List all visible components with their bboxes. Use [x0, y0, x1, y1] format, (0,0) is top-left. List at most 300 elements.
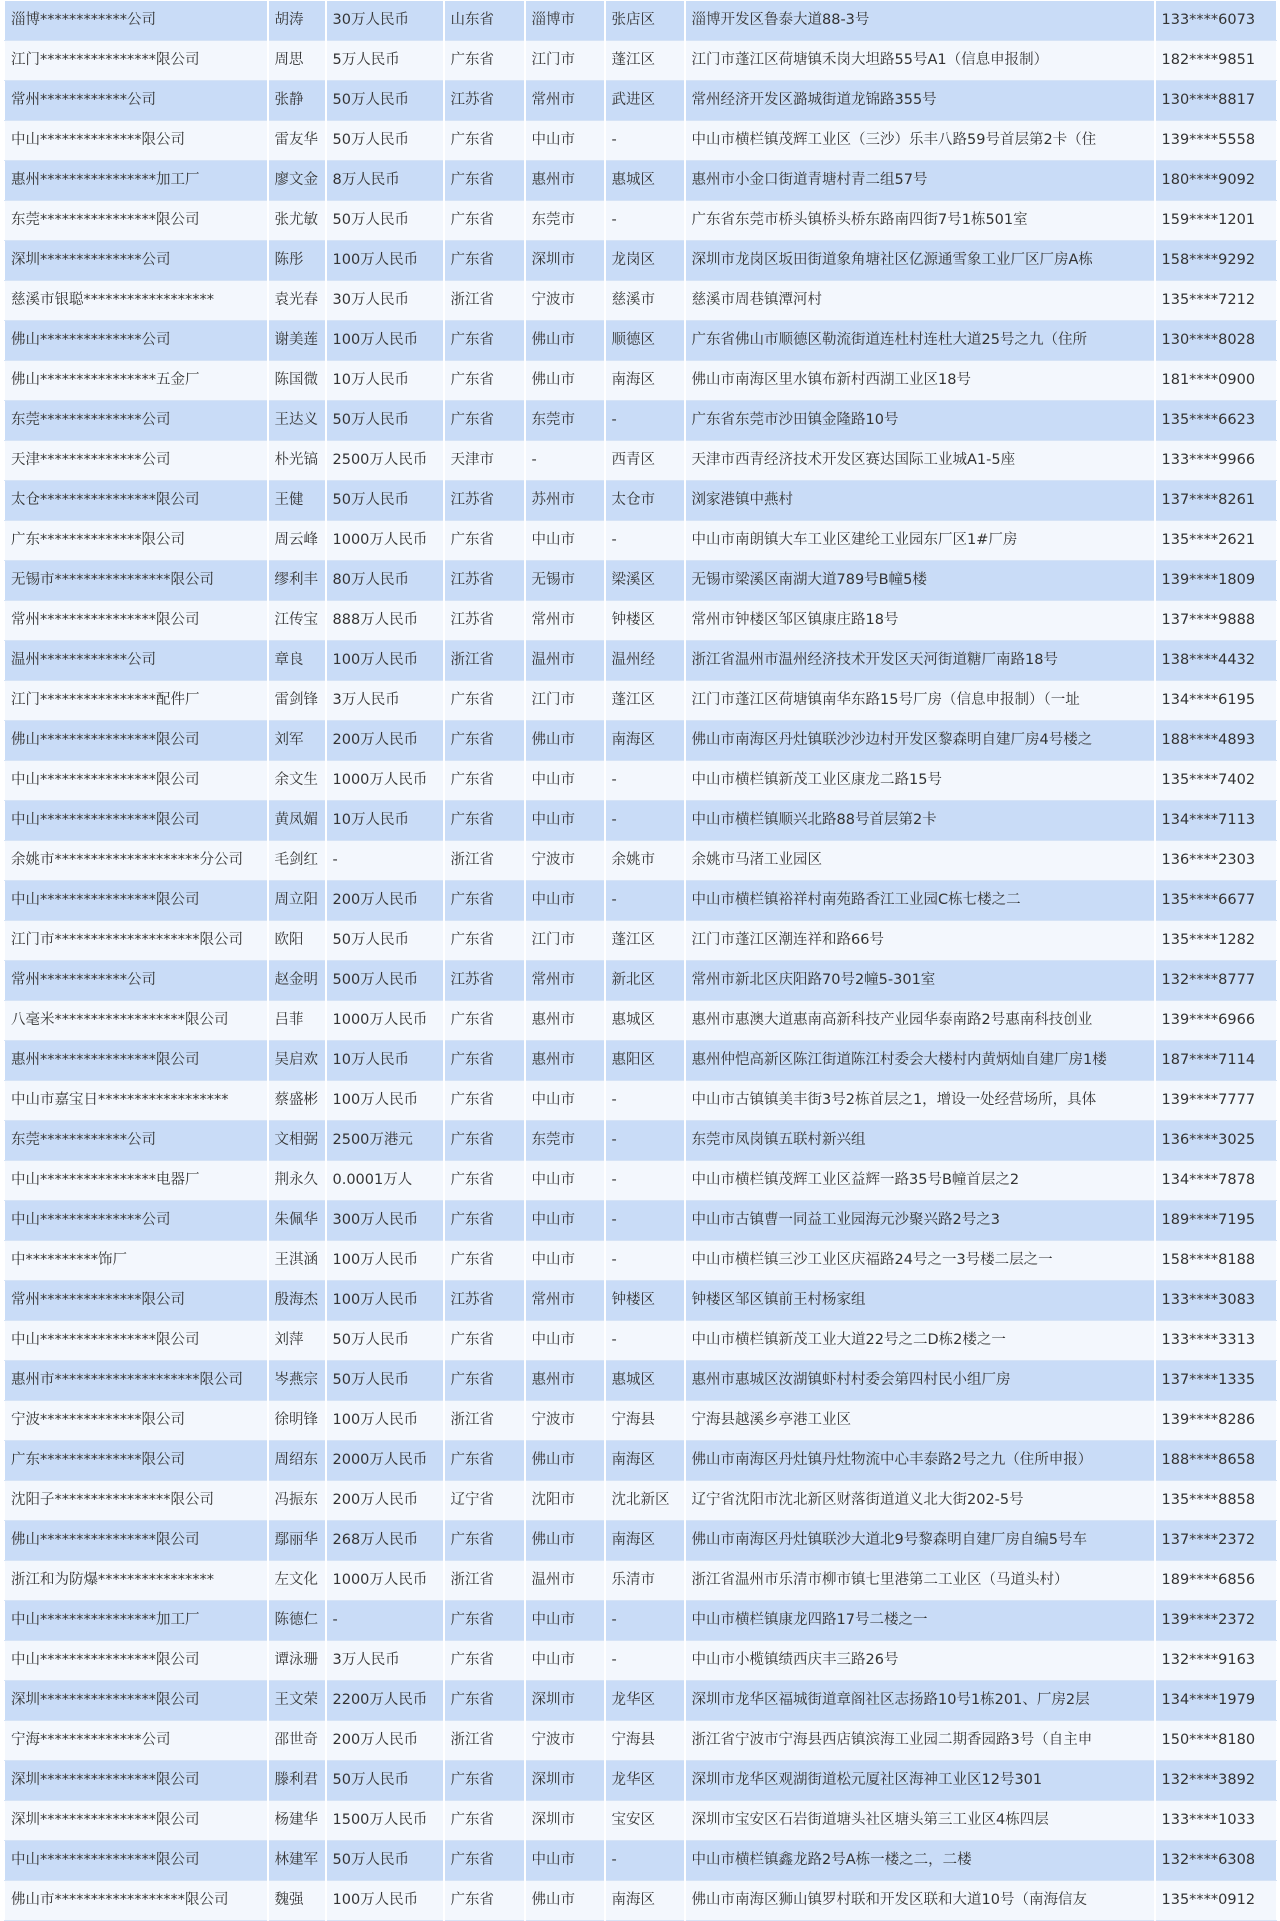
province-cell: 广东省	[444, 801, 525, 841]
company-name-cell: 中山****************加工厂	[5, 1601, 268, 1641]
city-cell: 中山市	[525, 1841, 605, 1881]
province-cell: 广东省	[444, 1121, 525, 1161]
contact-name-cell: 欧阳	[268, 921, 326, 961]
province-cell: 广东省	[444, 41, 525, 81]
table-row	[5, 441, 1277, 481]
province-cell: 江苏省	[444, 1281, 525, 1321]
city-cell: 中山市	[525, 1321, 605, 1361]
company-name-cell: 江门****************限公司	[5, 41, 268, 81]
address-cell: 常州市钟楼区邹区镇康庄路18号	[685, 601, 1155, 641]
city-cell: 江门市	[525, 921, 605, 961]
province-cell: 浙江省	[444, 1401, 525, 1441]
province-cell: 广东省	[444, 201, 525, 241]
address-cell: 浙江省温州市乐清市柳市镇七里港第二工业区（马道头村）	[685, 1561, 1155, 1601]
phone-cell: 139****8286	[1155, 1401, 1277, 1441]
registered-capital-cell: 1000万人民币	[326, 761, 444, 801]
district-cell: 慈溪市	[605, 281, 685, 321]
district-cell: 惠城区	[605, 161, 685, 201]
city-cell: 中山市	[525, 121, 605, 161]
table-row	[5, 201, 1277, 241]
contact-name-cell: 蔡盛彬	[268, 1081, 326, 1121]
province-cell: 江苏省	[444, 81, 525, 121]
province-cell: 广东省	[444, 1601, 525, 1641]
city-cell: 中山市	[525, 761, 605, 801]
company-name-cell: 中山****************限公司	[5, 761, 268, 801]
address-cell: 天津市西青经济技术开发区赛达国际工业城A1-5座	[685, 441, 1155, 481]
address-cell: 无锡市梁溪区南湖大道789号B幢5楼	[685, 561, 1155, 601]
address-cell: 深圳市龙岗区坂田街道象角塘社区亿源通雪象工业厂区厂房A栋	[685, 241, 1155, 281]
phone-cell: 135****8858	[1155, 1481, 1277, 1521]
city-cell: 中山市	[525, 1201, 605, 1241]
address-cell: 深圳市龙华区福城街道章阁社区志扬路10号1栋201、厂房2层	[685, 1681, 1155, 1721]
table-row	[5, 1721, 1277, 1761]
province-cell: 天津市	[444, 441, 525, 481]
district-cell: 龙华区	[605, 1681, 685, 1721]
city-cell: 惠州市	[525, 161, 605, 201]
city-cell: 佛山市	[525, 1881, 605, 1921]
district-cell: 蓬江区	[605, 921, 685, 961]
city-cell: 宁波市	[525, 841, 605, 881]
contact-name-cell: 邵世奇	[268, 1721, 326, 1761]
contact-name-cell: 林建军	[268, 1841, 326, 1881]
table-row	[5, 361, 1277, 401]
registered-capital-cell: 50万人民币	[326, 1361, 444, 1401]
city-cell: 常州市	[525, 601, 605, 641]
table-row	[5, 1161, 1277, 1201]
registered-capital-cell: 50万人民币	[326, 401, 444, 441]
city-cell: 中山市	[525, 1601, 605, 1641]
company-name-cell: 常州************公司	[5, 81, 268, 121]
company-name-cell: 中山****************限公司	[5, 1641, 268, 1681]
district-cell: 武进区	[605, 81, 685, 121]
phone-cell: 137****9888	[1155, 601, 1277, 641]
address-cell: 佛山市南海区丹灶镇联沙沙边村开发区黎森明自建厂房4号楼之	[685, 721, 1155, 761]
province-cell: 广东省	[444, 1081, 525, 1121]
contact-name-cell: 岑燕宗	[268, 1361, 326, 1401]
district-cell: 蓬江区	[605, 41, 685, 81]
phone-cell: 188****8658	[1155, 1441, 1277, 1481]
contact-name-cell: 廖文金	[268, 161, 326, 201]
contact-name-cell: 刘军	[268, 721, 326, 761]
table-row	[5, 1121, 1277, 1161]
phone-cell: 139****2372	[1155, 1601, 1277, 1641]
company-name-cell: 江门****************配件厂	[5, 681, 268, 721]
district-cell: -	[605, 1841, 685, 1881]
company-name-cell: 中山**************公司	[5, 1201, 268, 1241]
city-cell: 深圳市	[525, 241, 605, 281]
address-cell: 中山市横栏镇顺兴北路88号首层第2卡	[685, 801, 1155, 841]
contact-name-cell: 章良	[268, 641, 326, 681]
district-cell: -	[605, 1641, 685, 1681]
address-cell: 佛山市南海区狮山镇罗村联和开发区联和大道10号（南海信友	[685, 1881, 1155, 1921]
province-cell: 浙江省	[444, 281, 525, 321]
contact-name-cell: 张尤敏	[268, 201, 326, 241]
address-cell: 东莞市凤岗镇五联村新兴组	[685, 1121, 1155, 1161]
table-row	[5, 1361, 1277, 1401]
address-cell: 余姚市马渚工业园区	[685, 841, 1155, 881]
company-name-cell: 中山****************电器厂	[5, 1161, 268, 1201]
city-cell: 深圳市	[525, 1801, 605, 1841]
registered-capital-cell: 200万人民币	[326, 1481, 444, 1521]
phone-cell: 135****7402	[1155, 761, 1277, 801]
address-cell: 宁海县越溪乡亭港工业区	[685, 1401, 1155, 1441]
phone-cell: 135****1282	[1155, 921, 1277, 961]
table-row	[5, 1, 1277, 41]
contact-name-cell: 周思	[268, 41, 326, 81]
city-cell: -	[525, 441, 605, 481]
registered-capital-cell: 50万人民币	[326, 1841, 444, 1881]
address-cell: 广东省东莞市沙田镇金隆路10号	[685, 401, 1155, 441]
contact-name-cell: 冯振东	[268, 1481, 326, 1521]
address-cell: 中山市古镇镇美丰街3号2栋首层之1，增设一处经营场所，具体	[685, 1081, 1155, 1121]
company-name-cell: 淄博************公司	[5, 1, 268, 41]
company-name-cell: 广东**************限公司	[5, 521, 268, 561]
district-cell: -	[605, 521, 685, 561]
table-row	[5, 681, 1277, 721]
table-row	[5, 1281, 1277, 1321]
district-cell: -	[605, 1241, 685, 1281]
company-name-cell: 惠州市********************限公司	[5, 1361, 268, 1401]
phone-cell: 135****6623	[1155, 401, 1277, 441]
contact-name-cell: 谢美莲	[268, 321, 326, 361]
city-cell: 东莞市	[525, 201, 605, 241]
company-name-cell: 东莞**************公司	[5, 401, 268, 441]
phone-cell: 134****1979	[1155, 1681, 1277, 1721]
registered-capital-cell: 2000万人民币	[326, 1441, 444, 1481]
table-row	[5, 1521, 1277, 1561]
address-cell: 常州市新北区庆阳路70号2幢5-301室	[685, 961, 1155, 1001]
contact-name-cell: 徐明锋	[268, 1401, 326, 1441]
province-cell: 广东省	[444, 361, 525, 401]
contact-name-cell: 刘萍	[268, 1321, 326, 1361]
company-name-cell: 太仓****************限公司	[5, 481, 268, 521]
table-row	[5, 761, 1277, 801]
contact-name-cell: 周绍东	[268, 1441, 326, 1481]
city-cell: 惠州市	[525, 1041, 605, 1081]
table-row	[5, 321, 1277, 361]
registered-capital-cell: 1000万人民币	[326, 1001, 444, 1041]
contact-name-cell: 王达义	[268, 401, 326, 441]
district-cell: 南海区	[605, 721, 685, 761]
address-cell: 惠州市惠城区汝湖镇虾村村委会第四村民小组厂房	[685, 1361, 1155, 1401]
contact-name-cell: 荆永久	[268, 1161, 326, 1201]
registered-capital-cell: 10万人民币	[326, 1041, 444, 1081]
contact-name-cell: 滕利君	[268, 1761, 326, 1801]
table-row	[5, 161, 1277, 201]
address-cell: 深圳市宝安区石岩街道塘头社区塘头第三工业区4栋四层	[685, 1801, 1155, 1841]
city-cell: 佛山市	[525, 361, 605, 401]
province-cell: 江苏省	[444, 481, 525, 521]
table-row	[5, 1641, 1277, 1681]
company-name-cell: 中山市嘉宝日******************	[5, 1081, 268, 1121]
phone-cell: 158****9292	[1155, 241, 1277, 281]
company-name-cell: 温州************公司	[5, 641, 268, 681]
registered-capital-cell: 100万人民币	[326, 1401, 444, 1441]
registered-capital-cell: 80万人民币	[326, 561, 444, 601]
province-cell: 广东省	[444, 1321, 525, 1361]
province-cell: 广东省	[444, 1801, 525, 1841]
phone-cell: 134****7878	[1155, 1161, 1277, 1201]
table-row	[5, 1001, 1277, 1041]
registered-capital-cell: 2200万人民币	[326, 1681, 444, 1721]
address-cell: 江门市蓬江区荷塘镇禾岗大坦路55号A1（信息申报制）	[685, 41, 1155, 81]
table-row	[5, 721, 1277, 761]
province-cell: 广东省	[444, 1441, 525, 1481]
company-name-cell: 深圳****************限公司	[5, 1761, 268, 1801]
address-cell: 中山市横栏镇裕祥村南苑路香江工业园C栋七楼之二	[685, 881, 1155, 921]
registered-capital-cell: 50万人民币	[326, 121, 444, 161]
province-cell: 广东省	[444, 1241, 525, 1281]
province-cell: 江苏省	[444, 601, 525, 641]
company-name-cell: 八毫米******************限公司	[5, 1001, 268, 1041]
contact-name-cell: 周云峰	[268, 521, 326, 561]
phone-cell: 133****1033	[1155, 1801, 1277, 1841]
registered-capital-cell: 1000万人民币	[326, 521, 444, 561]
city-cell: 中山市	[525, 1081, 605, 1121]
phone-cell: 135****7212	[1155, 281, 1277, 321]
address-cell: 慈溪市周巷镇潭河村	[685, 281, 1155, 321]
company-name-cell: 宁海**************公司	[5, 1721, 268, 1761]
province-cell: 广东省	[444, 1761, 525, 1801]
contact-name-cell: 赵金明	[268, 961, 326, 1001]
contact-name-cell: 吴启欢	[268, 1041, 326, 1081]
phone-cell: 134****7113	[1155, 801, 1277, 841]
address-cell: 钟楼区邹区镇前王村杨家组	[685, 1281, 1155, 1321]
city-cell: 东莞市	[525, 401, 605, 441]
province-cell: 广东省	[444, 1001, 525, 1041]
district-cell: 顺德区	[605, 321, 685, 361]
registered-capital-cell: 200万人民币	[326, 1721, 444, 1761]
address-cell: 江门市蓬江区潮连祥和路66号	[685, 921, 1155, 961]
table-row	[5, 1601, 1277, 1641]
district-cell: 温州经	[605, 641, 685, 681]
company-name-cell: 惠州****************限公司	[5, 1041, 268, 1081]
company-name-cell: 广东**************限公司	[5, 1441, 268, 1481]
phone-cell: 135****0912	[1155, 1881, 1277, 1921]
province-cell: 广东省	[444, 881, 525, 921]
province-cell: 浙江省	[444, 841, 525, 881]
contact-name-cell: 黄凤媚	[268, 801, 326, 841]
company-name-cell: 沈阳子****************限公司	[5, 1481, 268, 1521]
city-cell: 沈阳市	[525, 1481, 605, 1521]
company-name-cell: 常州****************限公司	[5, 601, 268, 641]
address-cell: 中山市横栏镇康龙四路17号二楼之一	[685, 1601, 1155, 1641]
address-cell: 中山市横栏镇新茂工业大道22号之二D栋2楼之一	[685, 1321, 1155, 1361]
district-cell: 惠城区	[605, 1001, 685, 1041]
table-row	[5, 601, 1277, 641]
address-cell: 广东省佛山市顺德区勒流街道连杜村连杜大道25号之九（住所	[685, 321, 1155, 361]
table-row	[5, 81, 1277, 121]
contact-name-cell: 王淇涵	[268, 1241, 326, 1281]
city-cell: 东莞市	[525, 1121, 605, 1161]
phone-cell: 137****2372	[1155, 1521, 1277, 1561]
contact-name-cell: 吕菲	[268, 1001, 326, 1041]
address-cell: 广东省东莞市桥头镇桥头桥东路南四街7号1栋501室	[685, 201, 1155, 241]
city-cell: 中山市	[525, 1241, 605, 1281]
district-cell: -	[605, 1601, 685, 1641]
phone-cell: 136****2303	[1155, 841, 1277, 881]
city-cell: 中山市	[525, 1641, 605, 1681]
company-name-cell: 深圳**************公司	[5, 241, 268, 281]
district-cell: -	[605, 121, 685, 161]
province-cell: 浙江省	[444, 641, 525, 681]
phone-cell: 189****7195	[1155, 1201, 1277, 1241]
company-name-cell: 慈溪市银聪******************	[5, 281, 268, 321]
contact-name-cell: 陈国微	[268, 361, 326, 401]
registered-capital-cell: 30万人民币	[326, 1, 444, 41]
company-name-cell: 中山****************限公司	[5, 1321, 268, 1361]
contact-name-cell: 谭泳珊	[268, 1641, 326, 1681]
province-cell: 广东省	[444, 1041, 525, 1081]
province-cell: 江苏省	[444, 561, 525, 601]
province-cell: 广东省	[444, 721, 525, 761]
district-cell: -	[605, 1201, 685, 1241]
contact-name-cell: 魏强	[268, 1881, 326, 1921]
registered-capital-cell: 100万人民币	[326, 1081, 444, 1121]
phone-cell: 133****6073	[1155, 1, 1277, 41]
address-cell: 惠州仲恺高新区陈江街道陈江村委会大楼村内黄炳灿自建厂房1楼	[685, 1041, 1155, 1081]
phone-cell: 159****1201	[1155, 201, 1277, 241]
address-cell: 辽宁省沈阳市沈北新区财落街道道义北大街202-5号	[685, 1481, 1155, 1521]
district-cell: 宁海县	[605, 1721, 685, 1761]
table-row	[5, 1321, 1277, 1361]
table-row	[5, 1441, 1277, 1481]
district-cell: 惠阳区	[605, 1041, 685, 1081]
table-row	[5, 841, 1277, 881]
phone-cell: 187****7114	[1155, 1041, 1277, 1081]
address-cell: 淄博开发区鲁泰大道88-3号	[685, 1, 1155, 41]
city-cell: 常州市	[525, 961, 605, 1001]
phone-cell: 139****6966	[1155, 1001, 1277, 1041]
registered-capital-cell: 268万人民币	[326, 1521, 444, 1561]
contact-name-cell: 陈彤	[268, 241, 326, 281]
city-cell: 佛山市	[525, 321, 605, 361]
contact-name-cell: 张静	[268, 81, 326, 121]
address-cell: 常州经济开发区潞城街道龙锦路355号	[685, 81, 1155, 121]
company-name-cell: 中山**************限公司	[5, 121, 268, 161]
district-cell: -	[605, 1121, 685, 1161]
district-cell: 南海区	[605, 1881, 685, 1921]
contact-name-cell: 朴光镐	[268, 441, 326, 481]
table-row	[5, 481, 1277, 521]
registered-capital-cell: 3万人民币	[326, 1641, 444, 1681]
company-name-cell: 佛山****************限公司	[5, 1521, 268, 1561]
phone-cell: 189****6856	[1155, 1561, 1277, 1601]
city-cell: 江门市	[525, 41, 605, 81]
table-row	[5, 401, 1277, 441]
city-cell: 深圳市	[525, 1681, 605, 1721]
city-cell: 宁波市	[525, 281, 605, 321]
phone-cell: 137****1335	[1155, 1361, 1277, 1401]
district-cell: 惠城区	[605, 1361, 685, 1401]
registered-capital-cell: 50万人民币	[326, 201, 444, 241]
province-cell: 广东省	[444, 921, 525, 961]
phone-cell: 136****3025	[1155, 1121, 1277, 1161]
city-cell: 中山市	[525, 521, 605, 561]
table-row	[5, 1681, 1277, 1721]
province-cell: 广东省	[444, 681, 525, 721]
city-cell: 深圳市	[525, 1761, 605, 1801]
table-row	[5, 561, 1277, 601]
company-name-cell: 佛山市******************限公司	[5, 1881, 268, 1921]
company-table	[4, 0, 1277, 1921]
phone-cell: 132****6308	[1155, 1841, 1277, 1881]
province-cell: 广东省	[444, 1681, 525, 1721]
registered-capital-cell: 100万人民币	[326, 1881, 444, 1921]
table-row	[5, 1481, 1277, 1521]
table-row	[5, 1841, 1277, 1881]
registered-capital-cell: 100万人民币	[326, 241, 444, 281]
contact-name-cell: 毛剑红	[268, 841, 326, 881]
city-cell: 中山市	[525, 801, 605, 841]
table-row	[5, 921, 1277, 961]
address-cell: 佛山市南海区丹灶镇丹灶物流中心丰泰路2号之九（住所申报）	[685, 1441, 1155, 1481]
address-cell: 佛山市南海区里水镇布新村西湖工业区18号	[685, 361, 1155, 401]
company-name-cell: 宁波**************限公司	[5, 1401, 268, 1441]
district-cell: 南海区	[605, 1441, 685, 1481]
district-cell: 张店区	[605, 1, 685, 41]
registered-capital-cell: 5万人民币	[326, 41, 444, 81]
address-cell: 中山市小榄镇绩西庆丰三路26号	[685, 1641, 1155, 1681]
district-cell: 钟楼区	[605, 601, 685, 641]
address-cell: 中山市横栏镇鑫龙路2号A栋一楼之二，二楼	[685, 1841, 1155, 1881]
company-name-cell: 江门市********************限公司	[5, 921, 268, 961]
contact-name-cell: 左文化	[268, 1561, 326, 1601]
registered-capital-cell: 50万人民币	[326, 921, 444, 961]
district-cell: -	[605, 801, 685, 841]
table-row	[5, 1761, 1277, 1801]
address-cell: 浙江省温州市温州经济技术开发区天河街道糖厂南路18号	[685, 641, 1155, 681]
phone-cell: 158****8188	[1155, 1241, 1277, 1281]
province-cell: 广东省	[444, 321, 525, 361]
city-cell: 中山市	[525, 881, 605, 921]
district-cell: 太仓市	[605, 481, 685, 521]
contact-name-cell: 殷海杰	[268, 1281, 326, 1321]
company-name-cell: 余姚市********************分公司	[5, 841, 268, 881]
registered-capital-cell: 50万人民币	[326, 81, 444, 121]
table-row	[5, 1561, 1277, 1601]
district-cell: -	[605, 761, 685, 801]
district-cell: 梁溪区	[605, 561, 685, 601]
province-cell: 广东省	[444, 241, 525, 281]
table-row	[5, 1801, 1277, 1841]
province-cell: 广东省	[444, 1201, 525, 1241]
company-name-cell: 常州************公司	[5, 961, 268, 1001]
phone-cell: 133****3313	[1155, 1321, 1277, 1361]
address-cell: 深圳市龙华区观湖街道松元厦社区海神工业区12号301	[685, 1761, 1155, 1801]
company-name-cell: 东莞****************限公司	[5, 201, 268, 241]
contact-name-cell: 王健	[268, 481, 326, 521]
company-name-cell: 佛山****************五金厂	[5, 361, 268, 401]
registered-capital-cell: 300万人民币	[326, 1201, 444, 1241]
phone-cell: 188****4893	[1155, 721, 1277, 761]
phone-cell: 150****8180	[1155, 1721, 1277, 1761]
district-cell: 南海区	[605, 361, 685, 401]
phone-cell: 130****8817	[1155, 81, 1277, 121]
contact-name-cell: 王文荣	[268, 1681, 326, 1721]
address-cell: 中山市横栏镇新茂工业区康龙二路15号	[685, 761, 1155, 801]
district-cell: -	[605, 201, 685, 241]
city-cell: 常州市	[525, 81, 605, 121]
city-cell: 佛山市	[525, 1521, 605, 1561]
address-cell: 中山市古镇曹一同益工业园海元沙聚兴路2号之3	[685, 1201, 1155, 1241]
table-row	[5, 521, 1277, 561]
province-cell: 江苏省	[444, 961, 525, 1001]
city-cell: 江门市	[525, 681, 605, 721]
district-cell: 余姚市	[605, 841, 685, 881]
province-cell: 浙江省	[444, 1561, 525, 1601]
table-row	[5, 1241, 1277, 1281]
